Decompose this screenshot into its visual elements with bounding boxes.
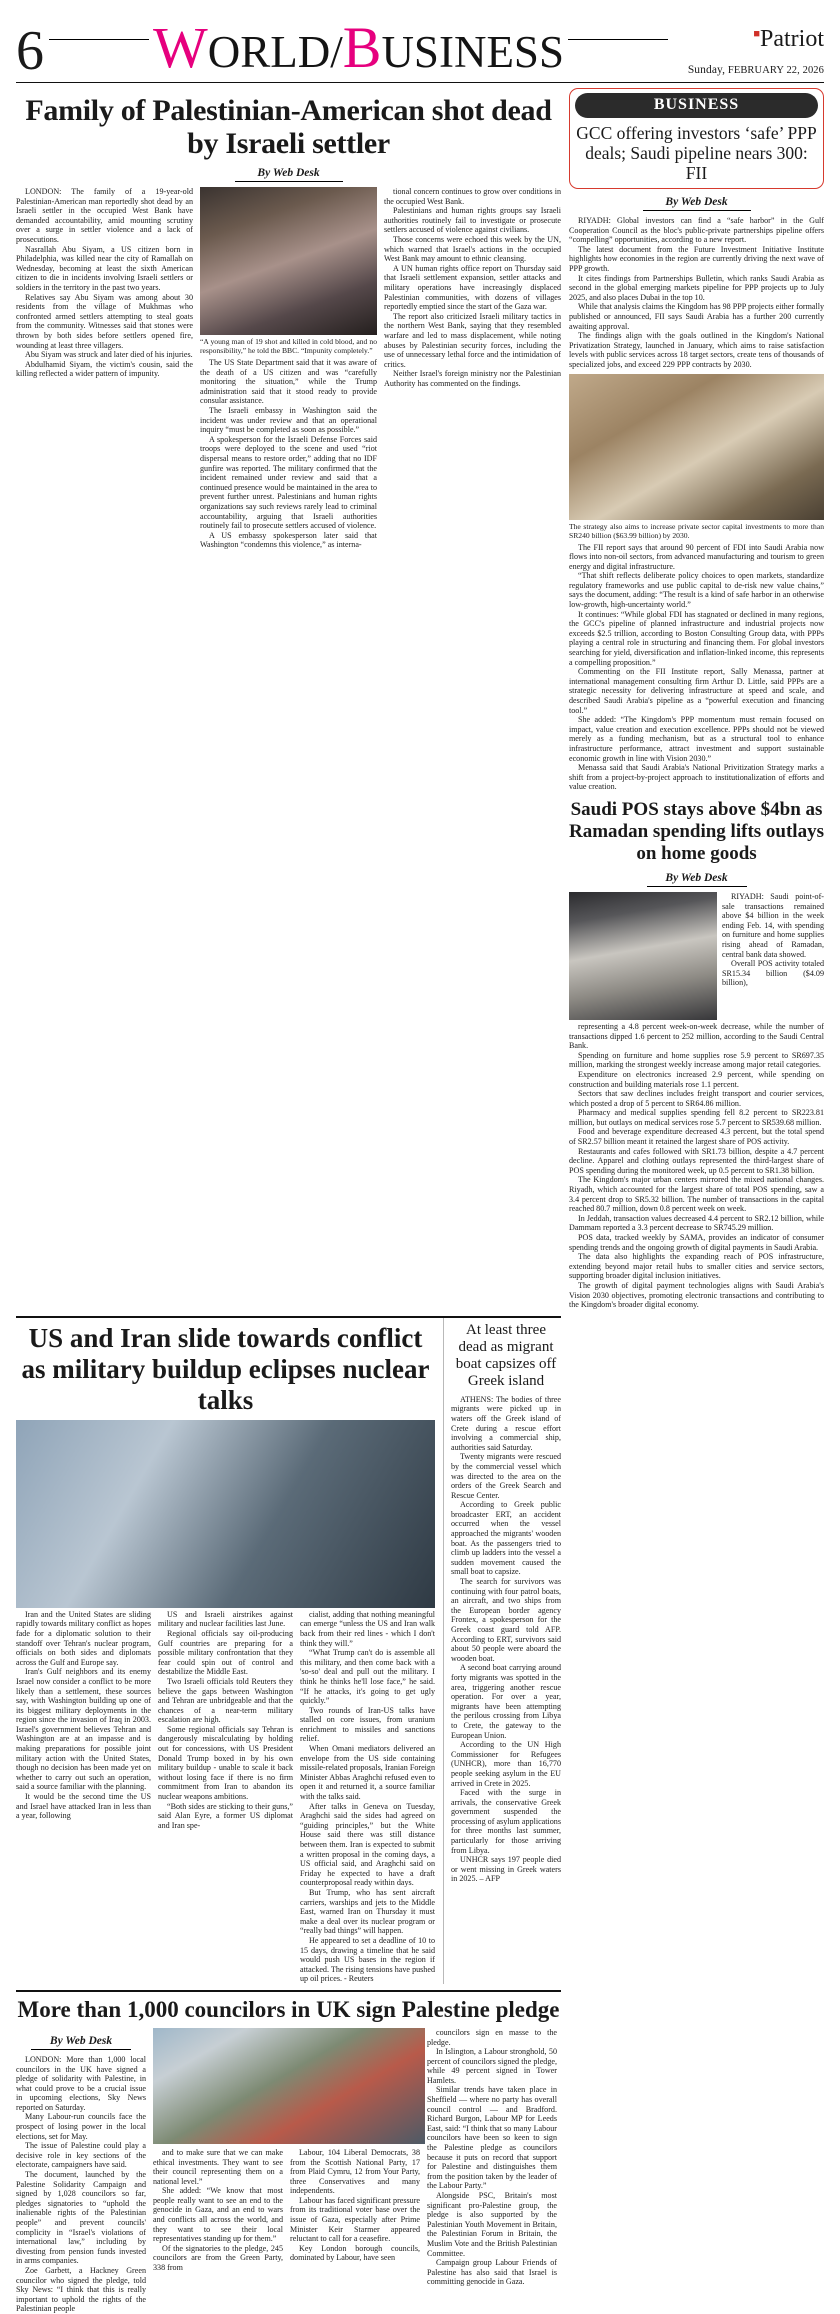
bottom-divider	[16, 1990, 561, 1992]
article2-headline: US and Iran slide towards conflict as military buildup eclipses nuclear talks	[21, 1322, 430, 1415]
paragraph: Campaign group Labour Friends of Palestine has also said that Israel is committing genocide in Gaza.	[427, 2258, 557, 2287]
paragraph: ATHENS: The bodies of three migrants were picked up in waters off the Greek island of Crete during a rescue effort involving a commercial ship, authorities said Saturday.	[451, 1394, 561, 1452]
paragraph: The FII report says that around 90 percent of FDI into Saudi Arabia now flows into non-oil sectors, from advanced manufacturing and tourism to green energy and digital infrastructure.	[569, 542, 824, 571]
paragraph: LONDON: More than 1,000 local councilors in the UK have signed a pledge of solidarity with Palestine, in what could prove to be a crucial issue in upcoming elections, Sky News reported on Saturday.	[16, 2054, 146, 2112]
paragraph: councilors sign en masse to the pledge.	[427, 2027, 557, 2047]
dateline	[674, 64, 824, 76]
article3-byline: By Web Desk	[31, 2032, 131, 2050]
paragraph: Iran's Gulf neighbors and its enemy Israel now consider a conflict to be more likely than a settlement, these sources say, with Washington building up one of its biggest military deployments in the region since the invasion of Iraq in 2003. Israel's government believes Tehran and Washington are at an impasse and is making preparations for possible joint military action with the United States, though no decision has been made yet on whether to carry out such an operation, said a source familiar with the planning.	[16, 1667, 151, 1792]
paragraph: Those concerns were echoed this week by the UN, which warned that Israel's actions in the occupied West Bank may amount to ethnic cleansing.	[384, 234, 561, 264]
paragraph: Similar trends have taken place in Sheffield — where no party has overall council control — and Bradford. Richard Burgon, Labour MP for Leeds East, said: “I think that so many Labour councilors have been so keen to sign the Palestine pledge as councilors because it puts on record that support for Palestine and distinguishes them from the position taken by the leader of the Labour Party.”	[427, 2085, 557, 2191]
business-photo-caption: The strategy also aims to increase private sector capital investments to more than SR240 billion ($63.99 billion) by 2030.	[569, 521, 824, 540]
paragraph: POS data, tracked weekly by SAMA, provides an indicator of consumer spending trends and the ongoing growth of digital payments in Saudi Arabia.	[569, 1233, 824, 1252]
masthead-rule-left	[49, 39, 149, 40]
article3-photo	[153, 2028, 425, 2144]
paragraph: Restaurants and cafes followed with SR1.73 billion, despite a 4.7 percent decline. Apparel and clothing outlays represented the third-largest share of POS spending during the monitored week, up 0.5 percent to SR1.38 billion.	[569, 1146, 824, 1175]
paragraph: RIYADH: Global investors can find a “safe harbor” in the Gulf Cooperation Council as the bloc's public-private partnerships pipeline offers “compelling” opportunities, according to a new report.	[569, 216, 824, 245]
paragraph: The search for survivors was continuing with four patrol boats, an aircraft, and two ships from the European border agency Frontex, a spokesperson for the Greek coast guard told AFP. According to ERT, survivors said about 50 people were aboard the wooden boat.	[451, 1577, 561, 1663]
paragraph: Abdulhamid Siyam, the victim's cousin, said the killing reflected a wider pattern of impunity.	[16, 359, 193, 379]
section-title	[153, 15, 564, 80]
business-byline: By Web Desk	[643, 193, 751, 211]
paragraph: The latest document from the Future Investment Initiative Institute highlights how economies in the region are currently driving the next wave of PPP growth.	[569, 244, 824, 273]
paragraph: Labour, 104 Liberal Democrats, 38 from the Scottish National Party, 17 from Plaid Cymru, 12 from Your Party, three Conservatives and many independents.	[290, 2147, 420, 2196]
paragraph: Nasrallah Abu Siyam, a US citizen born in Philadelphia, was killed near the city of Ramallah on Wednesday, becoming at least the sixth American citizen to die in incidents involving Israeli settlers or soldiers in the territory in the past two years.	[16, 244, 193, 292]
article2-column-3	[300, 1610, 435, 1984]
paragraph: Zoe Garbett, a Hackney Green councilor who signed the pledge, told Sky News: “I think that this is really important to uphold the rights of the Palestinian people	[16, 2265, 146, 2314]
paragraph: Alongside PSC, Britain's most significant pro-Palestine group, the pledge is also supported by the Palestinian Youth Movement in Britain, the Palestinian Forum in Britain, the Muslim Vote and the British Palestinian Committee.	[427, 2191, 557, 2258]
paragraph: Overall POS activity totaled SR15.34 billion ($4.09 billion),	[722, 959, 824, 988]
section-title-w: W	[153, 15, 208, 80]
pos-lead-block	[569, 892, 824, 1020]
paragraph: Commenting on the FII Institute report, Sally Menassa, partner at international management consulting firm Arthur D. Little, said PPPs are a strategic necessity for delivering infrastructure at speed and scale, and described Saudi Arabia's pipeline as a “powerful execution and financing tool.”	[569, 667, 824, 715]
article3-column-4	[427, 2028, 557, 2314]
paragraph: According to the UN High Commissioner for Refugees (UNHCR), more than 16,770 people seeking asylum in the EU arrived in Crete in 2025.	[451, 1740, 561, 1788]
masthead-title-block	[43, 15, 674, 80]
paragraph: The Kingdom's major urban centers mirrored the mixed national changes. Riyadh, which accounted for the largest share of total POS spending, saw a 3.4 percent drop to SR5.32 billion. The number of transactions in the capital reached 80.7 million, down 0.8 percent week on week.	[569, 1175, 824, 1214]
section-title-b: B	[342, 15, 382, 80]
paragraph: The growth of digital payment technologies aligns with Saudi Arabia's Vision 2030 objectives, promoting electronic transactions and contributing to the Kingdom's broader digital economy.	[569, 1280, 824, 1310]
paragraph: According to Greek public broadcaster ERT, an accident occurred when the vessel approached the migrants' wooden boat. As the passengers tried to climb up ladders into the vessel a sudden movement caused the small boat to capsize.	[451, 1500, 561, 1577]
paragraph: A UN human rights office report on Thursday said that Israeli settlement expansion, settler attacks and military operations have increasingly displaced Palestinian communities, with dozens of villages reportedly emptied since the start of the Gaza war.	[384, 263, 561, 312]
article3-headline: More than 1,000 councilors in UK sign Palestine pledge	[17, 1996, 560, 2022]
business-body-bottom	[569, 543, 824, 792]
paragraph: and to make sure that we can make ethical investments. They want to see their council representing them on a national level.”	[153, 2147, 283, 2186]
article1-headline: Family of Palestinian-American shot dead by Israeli settler	[25, 94, 552, 160]
paragraph: “Both sides are sticking to their guns,” said Alan Eyre, a former US diplomat and Iran spe-	[158, 1801, 293, 1830]
dateline-weekday: Sunday,	[687, 64, 726, 76]
paragraph: Key London borough councils, dominated by Labour, have seen	[290, 2243, 420, 2263]
paragraph: In Jeddah, transaction values decreased 4.4 percent to SR2.12 billion, while Dammam reported a 3.3 percent decrease to SR745.29 million.	[569, 1213, 824, 1233]
paragraph: Palestinians and human rights groups say Israeli authorities routinely fail to investigate or prosecute settlers accused of violence against civilians.	[384, 206, 561, 235]
pos-headline: Saudi POS stays above $4bn as Ramadan spending lifts outlays on home goods	[569, 798, 824, 864]
paragraph: She added: “The Kingdom's PPP momentum must remain focused on impact, value creation and execution excellence. PPPs should not be viewed merely as a funding mechanism, but as a structural tool to enhance infrastructure performance, attract investment and support sustainable economic growth in line with Vision 2030.”	[569, 715, 824, 763]
paragraph: Food and beverage expenditure decreased 4.3 percent, but the total spend of SR2.57 billion meant it retained the largest share of POS activity.	[569, 1127, 824, 1147]
paragraph: The findings align with the goals outlined in the Kingdom's National Privatization Strategy, launched in January, which aims to raise satisfaction levels with public services across 18 target sectors, create tens of thousands of specialized jobs, and exceed 229 PPP contracts by 2030.	[569, 331, 824, 369]
pos-body	[569, 1022, 824, 1310]
paragraph: She added: “We know that most people really want to see an end to the genocide in Gaza, and an end to wars and conflicts all across the world, and they want to see their local representatives standing up for them.”	[153, 2186, 283, 2244]
paragraph: The issue of Palestine could play a decisive role in key sections of the electorate, campaigners have said.	[16, 2141, 146, 2170]
brand-label: Patriot	[760, 26, 824, 52]
masthead	[16, 14, 824, 82]
paragraph: A second boat carrying around forty migrants was spotted in the area, triggering another rescue operation. For over a year, migrants have been attempting the perilous crossing from Libya to Crete, the gateway to the European Union.	[451, 1663, 561, 1740]
paragraph: Of the signatories to the pledge, 245 councilors are from the Green Party, 338 from	[153, 2243, 283, 2273]
paragraph: The US State Department said that it was aware of the death of a US citizen and was “carefully monitoring the situation,” while the Trump administration said that it stood ready to provide consular assistance.	[200, 358, 377, 406]
paragraph: The document, launched by the Palestine Solidarity Campaign and signed by 1,028 councilors so far, pledges signatories to “uphold the inalienable rights of the Palestinian people” and prevent councils' complicity in “Israel's violations of international law,” including by divesting from pension funds invested in arms companies.	[16, 2170, 146, 2266]
paragraph: The data also highlights the expanding reach of POS infrastructure, extending beyond major retail hubs to smaller cities and service sectors, supporting broader digital inclusion initiatives.	[569, 1252, 824, 1281]
business-box	[569, 88, 824, 189]
article-greek-migrant-boat	[443, 1318, 561, 1984]
paragraph: “What Trump can't do is assemble all this military, and then come back with a 'so-so' deal and pull out the military. I think he thinks he'll lose face,” he said. “If he attacks, it's going to get ugly quickly.”	[300, 1648, 435, 1706]
brand-name	[674, 22, 824, 51]
article1-column-3	[384, 187, 561, 550]
article-us-iran	[16, 1318, 435, 1984]
section-title-world: ORLD/	[207, 27, 343, 77]
article3-column-1	[16, 2028, 146, 2314]
paragraph: Iran and the United States are sliding rapidly towards military conflict as hopes fade for a diplomatic solution to their standoff over Tehran's nuclear program, officials on both sides and diplomats across the Gulf and Europe say.	[16, 1609, 151, 1667]
paragraph: Pharmacy and medical supplies spending fell 8.2 percent to SR223.81 million, but outlays on medical services rose 5.7 percent to SR539.68 million.	[569, 1108, 824, 1127]
business-section	[569, 88, 824, 1310]
paragraph: It would be the second time the US and Israel have attacked Iran in less than a year, following	[16, 1792, 151, 1821]
business-tag: BUSINESS	[575, 93, 818, 118]
article3-column-2	[153, 2028, 283, 2314]
article2-columns	[16, 1610, 435, 1984]
article-palestinian-american	[16, 88, 561, 1310]
article3-columns	[16, 2028, 561, 2314]
article-uk-councilors	[16, 1997, 561, 2314]
paragraph: Expenditure on electronics increased 2.9 percent, while spending on construction and building materials rose 1.1 percent.	[569, 1069, 824, 1089]
paragraph: Spending on furniture and home supplies rose 5.9 percent to SR697.35 million, marking the strongest weekly increase among major retail categories.	[569, 1050, 824, 1070]
paragraph: A spokesperson for the Israeli Defense Forces said troops were deployed to the scene and used “riot dispersal means to restore order,” adding that no IDF gunfire was reported. The military confirmed that the incident remained under review and said that a continued presence would be maintained in the area to prevent further unrest. Palestinians and human rights organizations say such reviews rarely lead to criminal accountability, arguing that Israeli authorities routinely fail to prosecute settlers accused of violence.	[200, 434, 377, 531]
paragraph: Sectors that saw declines includes freight transport and courier services, which posted a drop of 5 percent to SR64.86 million.	[569, 1089, 824, 1108]
paragraph: Some regional officials say Tehran is dangerously miscalculating by holding out for concessions, with US President Donald Trump boxed in by his own military buildup - unable to scale it back without losing face if there is no firm commitment from Iran to abandon its nuclear weapons ambitions.	[158, 1724, 293, 1802]
mid-zone	[16, 1316, 561, 2314]
brand-mark-icon: ■	[753, 28, 760, 40]
paragraph: Relatives say Abu Siyam was among about 30 residents from the village of Mukhmas who confronted armed settlers attempting to steal goats from the community. Witnesses said that stones were thrown by both sides before settlers opened fire, wounding at least three villagers.	[16, 292, 193, 350]
paragraph: The Israeli embassy in Washington said the incident was under review and that an operational inquiry “must be completed as soon as possible.”	[200, 405, 377, 435]
paragraph: He appeared to set a deadline of 10 to 15 days, drawing a timeline that he said would push US bases in the region if attacked. The rising tensions have pushed up oil prices. - Reuters	[300, 1935, 435, 1984]
dateline-date: FEBRUARY 22, 2026	[727, 65, 824, 76]
masthead-bottom-rule	[16, 82, 824, 83]
sidebar-body	[451, 1395, 561, 1884]
page-number: 6	[16, 20, 43, 82]
article1-columns	[16, 187, 561, 550]
paragraph: While that analysis claims the Kingdom has 98 PPP projects either formally published or announced, FII says Saudi Arabia has a further 200 currently awaiting approval.	[569, 302, 824, 331]
paragraph: In Islington, a Labour stronghold, 50 percent of councilors signed the pledge, while 49 percent signed in Tower Hamlets.	[427, 2047, 557, 2085]
masthead-brand-block	[674, 22, 824, 78]
sidebar-headline: At least three dead as migrant boat capsizes off Greek island	[455, 1321, 557, 1389]
paragraph: It continues: “While global FDI has stagnated or declined in many regions, the GCC's pipeline of planned infrastructure and industrial projects now exceeds $2.5 trillion, according to Boston Consulting Group data, with PPPs playing a central role in structuring and financing them. For global investors searching for yield, diversification and inflation-linked income, this represents a compelling proposition.”	[569, 609, 824, 667]
paragraph: After talks in Geneva on Tuesday, Araghchi said the sides had agreed on “guiding principles,” but the White House said there was still distance between them. Iran is expected to submit a written proposal in the coming days, a US official said, and Araghchi said on Friday he expected to have a draft counterproposal ready within days.	[300, 1801, 435, 1888]
paragraph: LONDON: The family of a 19-year-old Palestinian-American man reportedly shot dead by an Israeli settler in the occupied West Bank have demanded accountability, amid mounting scrutiny over a surge in settler violence and a lack of prosecutions.	[16, 187, 193, 244]
paragraph: Two Israeli officials told Reuters they believe the gaps between Washington and Tehran are unbridgeable and that the chances of a near-term military escalation are high.	[158, 1676, 293, 1725]
pos-lead-text	[722, 892, 824, 1020]
paragraph: A US embassy spokesperson later said that Washington “condemns this violence,” as interna-	[200, 530, 377, 550]
pos-photo	[569, 892, 717, 1020]
paragraph: Many Labour-run councils face the prospect of losing power in the local elections, set for May.	[16, 2112, 146, 2141]
paragraph: “That shift reflects deliberate policy choices to open markets, standardize regulatory frameworks and use public capital to de-risk new value chains,” says the document, adding: “The result is a kind of safe harbor in an otherwise low-growth, high-uncertainty world.”	[569, 571, 824, 610]
paragraph: RIYADH: Saudi point-of-sale transactions remained above $4 billion in the week ending Feb. 14, with spending on furniture and home supplies rising ahead of Ramadan, central bank data showed.	[722, 891, 824, 959]
paragraph: It cites findings from Partnerships Bulletin, which ranks Saudi Arabia as second in the global emerging markets pipeline for PPP projects up to July 2025, and also places Dubai in the top 10.	[569, 273, 824, 302]
paragraph: Faced with the surge in arrivals, the conservative Greek government suspended the processing of asylum applications for three months last summer, particularly for those arriving from Libya.	[451, 1788, 561, 1855]
article1-photo	[200, 187, 377, 335]
article1-byline: By Web Desk	[235, 164, 343, 182]
paragraph: Abu Siyam was struck and later died of his injuries.	[25, 350, 193, 360]
article1-photo-caption: “A young man of 19 shot and killed in cold blood, and no responsibility,” he told the BBC. “Impunity completely.”	[200, 337, 377, 355]
business-headline: GCC offering investors ‘safe’ PPP deals; Saudi pipeline nears 300: FII	[576, 123, 817, 183]
paragraph: When Omani mediators delivered an envelope from the US side containing missile-related proposals, Iranian Foreign Minister Abbas Araghchi refused even to open it and returned it, a source familiar with the talks said.	[300, 1744, 435, 1802]
article1-column-2	[200, 187, 377, 550]
paragraph: representing a 4.8 percent week-on-week decrease, while the number of transactions dipped 1.6 percent to 252 million, according to the Saudi Central Bank.	[569, 1021, 824, 1051]
paragraph: cialist, adding that nothing meaningful can emerge “unless the US and Iran walk back from their red lines - which I don't think they will.”	[300, 1609, 435, 1648]
paragraph: US and Israeli airstrikes against military and nuclear facilities last June.	[158, 1609, 293, 1629]
article2-column-1	[16, 1610, 151, 1984]
paragraph: UNHCR says 197 people died or went missing in Greek waters in 2025. – AFP	[451, 1855, 561, 1884]
paragraph: Neither Israel's foreign ministry nor the Palestinian Authority has commented on the findings.	[384, 369, 561, 388]
paragraph: tional concern continues to grow over conditions in the occupied West Bank.	[384, 187, 561, 206]
paragraph: But Trump, who has sent aircraft carriers, warships and jets to the Middle East, warned Iran on Thursday it must make a deal over its nuclear program or “really bad things” will happen.	[300, 1887, 435, 1936]
business-photo	[569, 374, 824, 520]
article2-photo	[16, 1420, 435, 1608]
top-zone	[16, 88, 824, 1310]
article2-and-sidebar	[16, 1318, 561, 1984]
paragraph: Two rounds of Iran-US talks have stalled on core issues, from uranium enrichment to missiles and sanctions relief.	[300, 1705, 435, 1744]
paragraph: Menassa said that Saudi Arabia's National Privitization Strategy marks a shift from a project-by-project approach to institutionalization of efforts and value creation.	[569, 763, 824, 792]
pos-byline: By Web Desk	[647, 869, 747, 887]
article1-column-1	[16, 187, 193, 550]
masthead-rule-right	[568, 39, 668, 40]
section-title-business: USINESS	[381, 27, 564, 77]
business-body-top	[569, 216, 824, 370]
paragraph: Regional officials say oil-producing Gulf countries are preparing for a possible military confrontation that they fear could spin out of control and destabilize the Middle East.	[158, 1628, 293, 1677]
paragraph: Labour has faced significant pressure from its traditional voter base over the issue of Gaza, especially after Prime Minister Keir Starmer appeared reluctant to call for a ceasefire.	[290, 2195, 420, 2244]
article2-column-2	[158, 1610, 293, 1984]
paragraph: Twenty migrants were rescued by the commercial vessel which was directed to the area on the orders of the Greek Search and Rescue Center.	[451, 1452, 561, 1500]
paragraph: The report also criticized Israeli military tactics in the northern West Bank, saying that they resembled warfare and led to mass displacement, while noting abuses by Palestinian security forces, including the use of unnecessary lethal force and the intimidation of critics.	[384, 311, 561, 369]
